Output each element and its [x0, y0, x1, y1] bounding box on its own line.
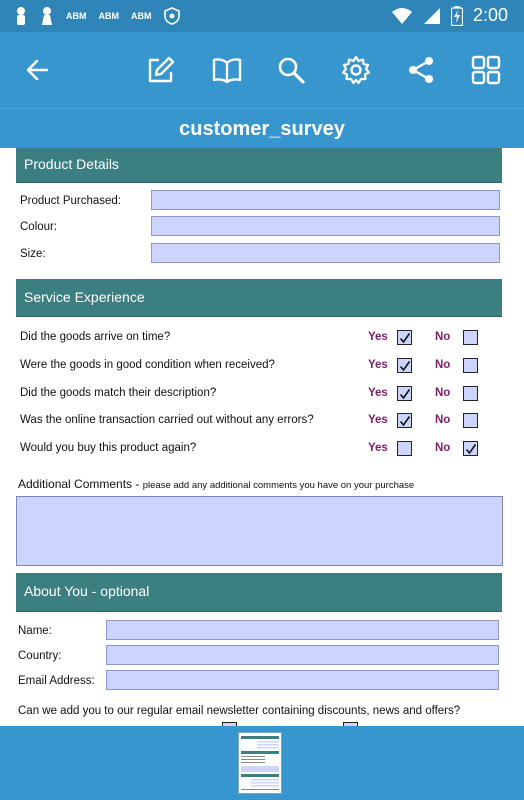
- product-purchased-field[interactable]: [151, 190, 500, 210]
- checkmark-icon: [399, 415, 411, 427]
- email-address-label: Email Address:: [18, 675, 95, 687]
- no-checkbox[interactable]: [463, 386, 478, 401]
- comments-label-row: [18, 477, 414, 491]
- no-label: No: [435, 414, 451, 426]
- yes-checkbox[interactable]: [397, 413, 412, 428]
- yes-label: Yes: [368, 414, 388, 426]
- grid-icon[interactable]: [468, 52, 504, 88]
- no-checkbox[interactable]: [463, 330, 478, 345]
- country-label: Country:: [18, 650, 62, 662]
- additional-comments-textarea[interactable]: [16, 496, 503, 566]
- search-icon[interactable]: [273, 52, 309, 88]
- pdf-page: [0, 148, 524, 726]
- question-match-description: Did the goods match their description?: [20, 387, 217, 399]
- comments-hint: please add any additional comments you have on your purchase: [142, 480, 415, 491]
- shield-notification-icon: [164, 7, 180, 25]
- size-label: Size:: [20, 248, 46, 260]
- page-thumbnail[interactable]: [238, 732, 282, 794]
- checkmark-icon: [465, 443, 477, 455]
- product-details-heading: Product Details: [16, 148, 502, 183]
- colour-label: Colour:: [20, 221, 58, 233]
- edit-icon[interactable]: [143, 52, 179, 88]
- yes-label: Yes: [368, 442, 388, 454]
- newsletter-question: Can we add you to our regular email newsletter containing discounts, news and offers?: [18, 705, 461, 717]
- yes-label: Yes: [368, 387, 388, 399]
- size-field[interactable]: [151, 243, 500, 263]
- document-title: customer_survey: [179, 118, 345, 140]
- keyhole-notification-icon: [40, 6, 54, 26]
- gear-icon[interactable]: [338, 52, 374, 88]
- name-label: Name:: [18, 625, 52, 637]
- yes-checkbox[interactable]: [397, 358, 412, 373]
- question-online-transaction: Was the online transaction carried out without any errors?: [20, 414, 314, 426]
- yes-label: Yes: [368, 359, 388, 371]
- name-field[interactable]: [106, 620, 499, 640]
- about-you-heading: About You - optional: [16, 573, 502, 612]
- notification-text-2: ABM: [98, 11, 119, 21]
- share-icon[interactable]: [403, 52, 439, 88]
- yes-checkbox[interactable]: [397, 330, 412, 345]
- yes-checkbox[interactable]: [397, 386, 412, 401]
- product-purchased-label: Product Purchased:: [20, 195, 122, 207]
- checkmark-icon: [399, 388, 411, 400]
- yes-checkbox[interactable]: [397, 441, 412, 456]
- no-label: No: [435, 359, 451, 371]
- notification-text-3: ABM: [131, 11, 152, 21]
- book-icon[interactable]: [209, 52, 245, 88]
- status-clock: 2:00: [472, 5, 508, 25]
- notification-text-1: ABM: [66, 11, 87, 21]
- wifi-icon: [391, 7, 413, 25]
- country-field[interactable]: [106, 645, 499, 665]
- document-title-bar: [0, 108, 524, 148]
- no-label: No: [435, 331, 451, 343]
- email-address-field[interactable]: [106, 670, 499, 690]
- battery-charging-icon: [451, 6, 463, 26]
- question-arrive-on-time: Did the goods arrive on time?: [20, 331, 171, 343]
- checkmark-icon: [399, 332, 411, 344]
- colour-field[interactable]: [151, 216, 500, 236]
- no-checkbox[interactable]: [463, 413, 478, 428]
- person-notification-icon: [14, 6, 28, 26]
- page-thumbnail-bar: [0, 726, 524, 800]
- question-buy-again: Would you buy this product again?: [20, 442, 197, 454]
- comments-label: Additional Comments -: [18, 477, 140, 491]
- service-experience-heading: Service Experience: [16, 279, 502, 317]
- checkmark-icon: [399, 360, 411, 372]
- no-checkbox[interactable]: [463, 358, 478, 373]
- app-toolbar: [0, 32, 524, 108]
- question-good-condition: Were the goods in good condition when received?: [20, 359, 275, 371]
- status-bar: [0, 0, 524, 32]
- cell-signal-icon: [423, 7, 441, 25]
- no-checkbox[interactable]: [463, 441, 478, 456]
- no-label: No: [435, 387, 451, 399]
- back-arrow-icon[interactable]: [20, 52, 56, 88]
- no-label: No: [435, 442, 451, 454]
- yes-label: Yes: [368, 331, 388, 343]
